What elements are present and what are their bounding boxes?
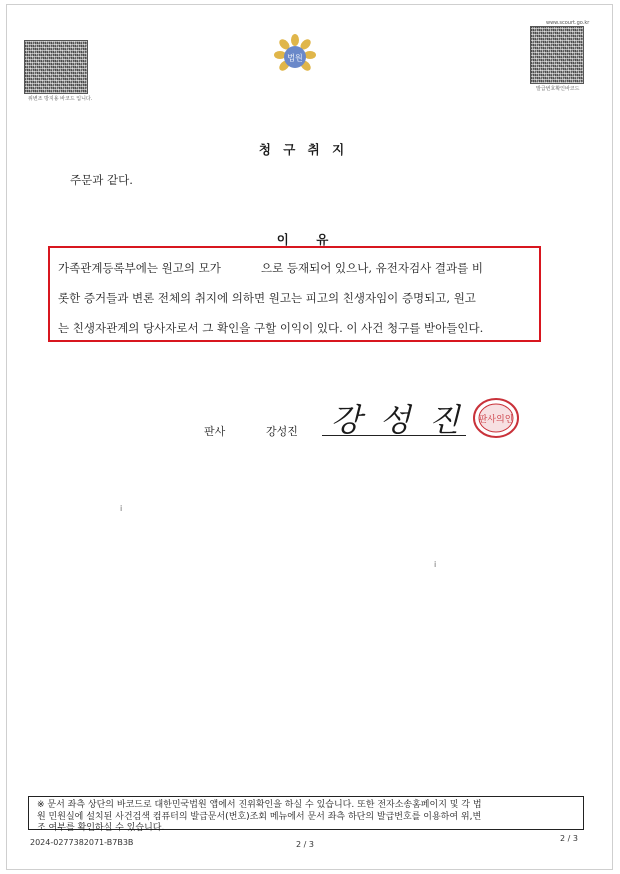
judge-title: 판사 [204,425,226,438]
emblem-label: 법원 [287,53,303,63]
signature-line [322,435,466,436]
seal-text: 판사의인 [478,415,514,425]
right-barcode-caption: 발급번호확인바코드 [536,86,580,92]
issue-number-barcode [530,26,584,84]
judge-signature [322,400,472,438]
verification-barcode [24,40,88,94]
scan-mark-left: i [120,504,123,513]
notice-line-3: 조 여부를 확인하실 수 있습니다. [37,823,165,833]
reason-line-1: 가족관계등록부에는 원고의 모가 으로 등재되어 있으나, 유전자검사 결과를 비 [58,261,483,275]
scan-mark-right: i [434,560,437,569]
signature-text: 강 성 진 [330,401,464,438]
page-number-center: 2 / 3 [296,840,314,849]
page-number-right: 2 / 3 [560,834,578,843]
court-emblem-icon [272,32,318,78]
reason-heading: 이 유 [276,232,331,247]
judge-name: 강성진 [266,425,298,438]
claim-text: 주문과 같다. [70,173,133,187]
claim-heading: 청 구 취 지 [258,142,349,157]
court-url: www.scourt.go.kr [546,20,590,26]
notice-line-2: 원 민원실에 설치된 사건검색 컴퓨터의 발급문서(번호)조회 메뉴에서 문서 좌측 하단의 발급번호를 이용하여 위,변 [37,811,482,822]
judge-seal-icon [470,396,522,440]
left-barcode-caption: 위변조 방지용 바코드 입니다. [28,96,93,102]
reason-line-3: 는 친생자관계의 당사자로서 그 확인을 구할 이익이 있다. 이 사건 청구를 받아들인다. [58,321,484,335]
issue-number: 2024-0277382071-B7B3B [30,838,134,847]
reason-line-2: 롯한 증거들과 변론 전체의 취지에 의하면 원고는 피고의 친생자임이 증명되고, 원고 [58,291,476,305]
verification-notice [28,796,584,833]
notice-line-1: ※ 문서 좌측 상단의 바코드로 대한민국법원 앱에서 진위확인을 하실 수 있습니다. 또한 전자소송홈페이지 및 각 법 [37,800,482,810]
